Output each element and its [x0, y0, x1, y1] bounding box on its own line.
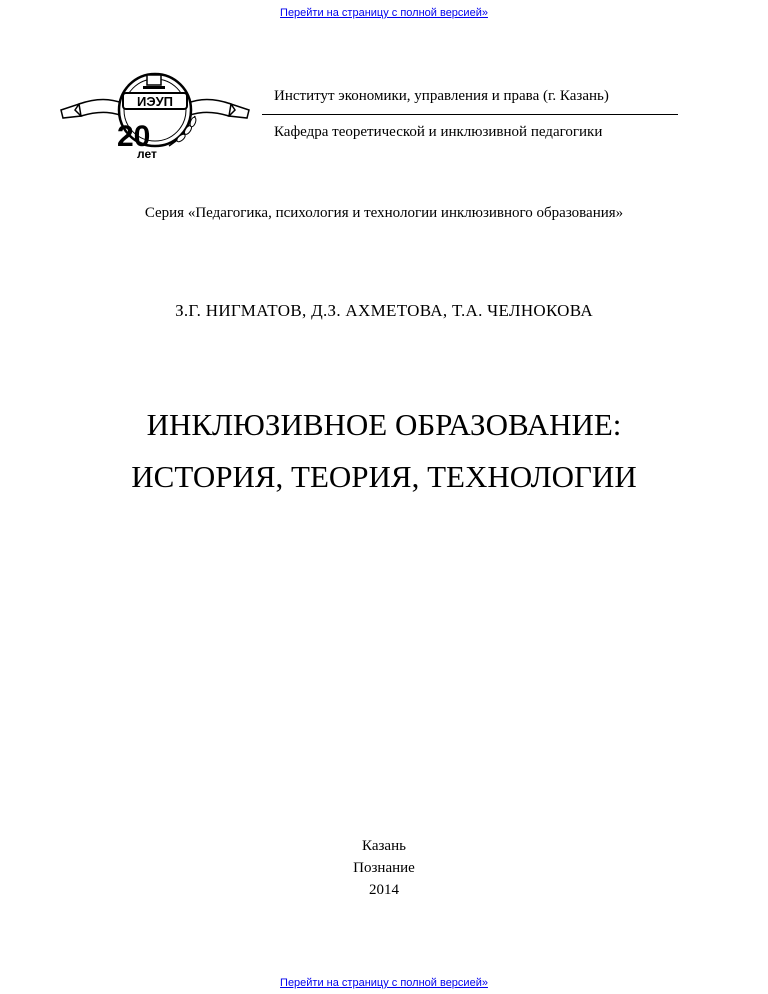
logo-anniversary-word: лет — [137, 147, 157, 161]
imprint — [0, 835, 768, 901]
logo-anniversary-number: 20 — [117, 120, 151, 153]
full-version-link-bottom[interactable]: Перейти на страницу с полной версией» — [280, 977, 488, 989]
institution-divider — [262, 114, 678, 115]
book-title-line-1: ИНКЛЮЗИВНОЕ ОБРАЗОВАНИЕ: — [146, 407, 622, 442]
imprint-city: Казань — [362, 838, 406, 854]
imprint-year: 2014 — [369, 882, 399, 898]
book-title-line-2: ИСТОРИЯ, ТЕОРИЯ, ТЕХНОЛОГИИ — [131, 459, 637, 494]
department-name: Кафедра теоретической и инклюзивной педагогики — [274, 124, 603, 140]
authors: З.Г. НИГМАТОВ, Д.З. АХМЕТОВА, Т.А. ЧЕЛНОКОВА — [175, 301, 593, 320]
institute-logo — [57, 66, 253, 162]
institution-block — [262, 86, 692, 142]
computer-icon — [143, 75, 165, 89]
logo-abbr: ИЭУП — [136, 94, 174, 109]
full-version-link-top[interactable]: Перейти на страницу с полной версией» — [280, 7, 488, 19]
book-series: Серия «Педагогика, психология и технологии инклюзивного образования» — [144, 205, 624, 221]
institution-name: Институт экономики, управления и права (г. Казань) — [274, 88, 609, 104]
book-title — [0, 399, 768, 503]
imprint-publisher: Познание — [353, 860, 415, 876]
